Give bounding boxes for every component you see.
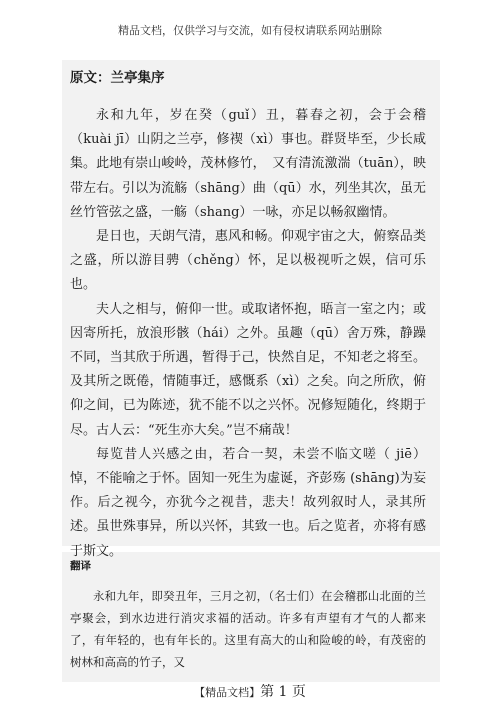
page-number: 第 1 页 [260,684,306,700]
original-text [70,104,426,564]
translation-text: 永和九年，即癸丑年，三月之初，（名士们）在会稽郡山北面的兰亭聚会，到水边进行消灾求福的活动。许多有声望有才气的人都来了，有年轻的，也有年长的。这里有高大的山和险峻的岭，有茂密的树林和高高的竹子，又 [70,589,426,669]
document-header-notice: 精品文档，仅供学习与交流，如有侵权请联系网站删除 [118,24,382,37]
paragraph-3: 夫人之相与，俯仰一世。或取诸怀抱，晤言一室之内；或因寄所托，放浪形骸（hái）之外。虽趣（qū）舍万殊，静躁不同，当其欣于所遇，暂得于己，快然自足，不知老之将至。及其所之既倦，情随事迁，感慨系（xì）之矣。向之所欣，俯仰之间，已为陈迹，犹不能不以之兴怀。况修短随化，终期于尽。古人云：“死生亦大矣。”岂不痛哉！ [70,301,426,438]
paragraph-2: 是日也，天朗气清，惠风和畅。仰观宇宙之大，俯察品类之盛，所以游目骋（chěng）怀，足以极视听之娱，信可乐也。 [70,229,426,293]
page-footer [0,681,500,701]
translation-heading: 翻译 [70,560,91,572]
footer-prefix: 【精品文档】 [194,686,261,699]
section-title: 原文：兰亭集序 [70,70,165,86]
paragraph-4: 每览昔人兴感之由，若合一契，未尝不临文嗟（ jiē）悼，不能喻之于怀。固知一死生为虚诞，齐彭殇 (shāng)为妄作。后之视今，亦犹今之视昔，悲夫！故列叙时人，录其所述。虽世殊事异，所以兴怀，其致一也。后之览者，亦将有感于斯文。 [70,446,426,559]
paragraph-1: 永和九年，岁在癸（guǐ）丑，暮春之初，会于会稽（kuài jī）山阴之兰亭，修禊（xì）事也。群贤毕至，少长咸集。此地有崇山峻岭，茂林修竹， 又有清流激湍（tuān），映带左右。引以为流觞（shāng）曲（qū）水，列坐其次，虽无丝竹管弦之盛，一觞（shang）一咏，亦足以畅叙幽情。 [70,108,426,220]
